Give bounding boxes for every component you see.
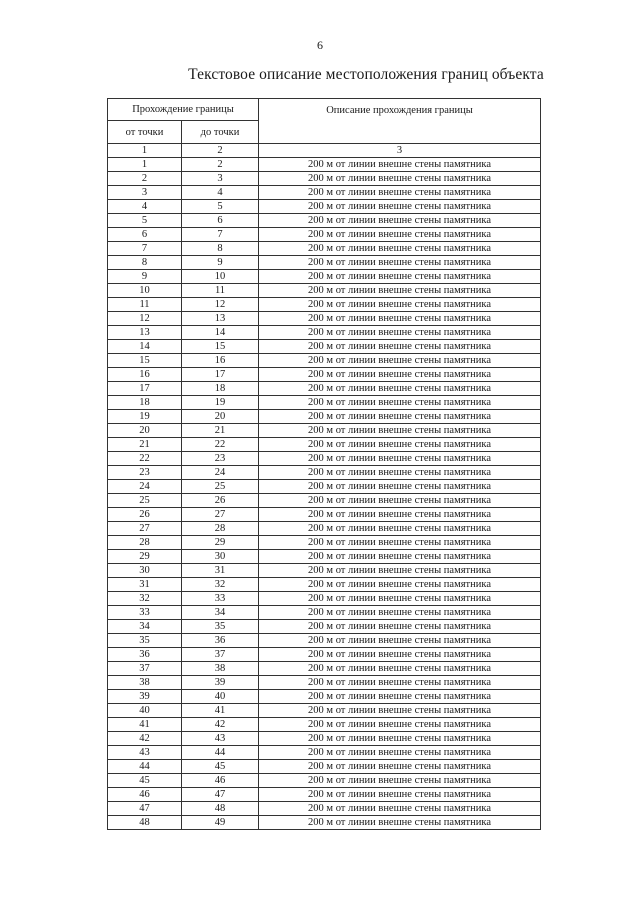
to-point-cell: 42 — [182, 718, 259, 732]
table-row — [108, 606, 541, 620]
from-point-cell: 13 — [108, 326, 182, 340]
description-cell: 200 м от линии внешне стены памятника — [259, 284, 541, 298]
table-row — [108, 690, 541, 704]
from-point-cell: 22 — [108, 452, 182, 466]
description-cell: 200 м от линии внешне стены памятника — [259, 172, 541, 186]
to-point-cell: 17 — [182, 368, 259, 382]
description-cell: 200 м от линии внешне стены памятника — [259, 298, 541, 312]
from-point-cell: 32 — [108, 592, 182, 606]
to-point-cell: 34 — [182, 606, 259, 620]
from-point-cell: 39 — [108, 690, 182, 704]
table-row — [108, 592, 541, 606]
from-point-cell: 6 — [108, 228, 182, 242]
description-cell: 200 м от линии внешне стены памятника — [259, 438, 541, 452]
boundary-table — [107, 98, 541, 830]
to-point-cell: 20 — [182, 410, 259, 424]
table-row — [108, 522, 541, 536]
description-cell: 200 м от линии внешне стены памятника — [259, 508, 541, 522]
description-cell: 200 м от линии внешне стены памятника — [259, 326, 541, 340]
from-point-cell: 23 — [108, 466, 182, 480]
table-row — [108, 648, 541, 662]
table-row — [108, 578, 541, 592]
to-point-cell: 13 — [182, 312, 259, 326]
description-cell: 200 м от линии внешне стены памятника — [259, 676, 541, 690]
table-row — [108, 466, 541, 480]
from-point-cell: 28 — [108, 536, 182, 550]
description-cell: 200 м от линии внешне стены памятника — [259, 732, 541, 746]
description-cell: 200 м от линии внешне стены памятника — [259, 690, 541, 704]
description-cell: 200 м от линии внешне стены памятника — [259, 788, 541, 802]
description-cell: 200 м от линии внешне стены памятника — [259, 242, 541, 256]
from-point-cell: 25 — [108, 494, 182, 508]
from-point-cell: 35 — [108, 634, 182, 648]
from-point-cell: 45 — [108, 774, 182, 788]
from-point-cell: 47 — [108, 802, 182, 816]
table-row — [108, 382, 541, 396]
table-row — [108, 564, 541, 578]
description-cell: 200 м от линии внешне стены памятника — [259, 228, 541, 242]
description-cell: 200 м от линии внешне стены памятника — [259, 368, 541, 382]
description-cell: 200 м от линии внешне стены памятника — [259, 648, 541, 662]
from-point-cell: 33 — [108, 606, 182, 620]
to-point-cell: 6 — [182, 214, 259, 228]
header-boundary-description: Описание прохождения границы — [259, 99, 541, 144]
description-cell: 200 м от линии внешне стены памятника — [259, 760, 541, 774]
table-row — [108, 158, 541, 172]
to-point-cell: 32 — [182, 578, 259, 592]
to-point-cell: 21 — [182, 424, 259, 438]
document-title: Текстовое описание местоположения границ объекта — [188, 66, 544, 83]
to-point-cell: 45 — [182, 760, 259, 774]
column-number: 3 — [259, 144, 541, 158]
description-cell: 200 м от линии внешне стены памятника — [259, 186, 541, 200]
to-point-cell: 19 — [182, 396, 259, 410]
from-point-cell: 37 — [108, 662, 182, 676]
to-point-cell: 10 — [182, 270, 259, 284]
description-cell: 200 м от линии внешне стены памятника — [259, 592, 541, 606]
table-row — [108, 816, 541, 830]
description-cell: 200 м от линии внешне стены памятника — [259, 480, 541, 494]
table-row — [108, 326, 541, 340]
description-cell: 200 м от линии внешне стены памятника — [259, 354, 541, 368]
from-point-cell: 26 — [108, 508, 182, 522]
to-point-cell: 31 — [182, 564, 259, 578]
to-point-cell: 29 — [182, 536, 259, 550]
to-point-cell: 28 — [182, 522, 259, 536]
to-point-cell: 12 — [182, 298, 259, 312]
table-row — [108, 774, 541, 788]
from-point-cell: 4 — [108, 200, 182, 214]
to-point-cell: 40 — [182, 690, 259, 704]
header-boundary-passage: Прохождение границы — [108, 99, 259, 121]
to-point-cell: 44 — [182, 746, 259, 760]
to-point-cell: 41 — [182, 704, 259, 718]
description-cell: 200 м от линии внешне стены памятника — [259, 214, 541, 228]
from-point-cell: 31 — [108, 578, 182, 592]
to-point-cell: 9 — [182, 256, 259, 270]
table-row — [108, 480, 541, 494]
from-point-cell: 24 — [108, 480, 182, 494]
from-point-cell: 34 — [108, 620, 182, 634]
to-point-cell: 43 — [182, 732, 259, 746]
from-point-cell: 19 — [108, 410, 182, 424]
from-point-cell: 48 — [108, 816, 182, 830]
from-point-cell: 10 — [108, 284, 182, 298]
from-point-cell: 18 — [108, 396, 182, 410]
from-point-cell: 43 — [108, 746, 182, 760]
table-row — [108, 438, 541, 452]
to-point-cell: 22 — [182, 438, 259, 452]
to-point-cell: 4 — [182, 186, 259, 200]
to-point-cell: 49 — [182, 816, 259, 830]
from-point-cell: 14 — [108, 340, 182, 354]
from-point-cell: 16 — [108, 368, 182, 382]
table-row — [108, 368, 541, 382]
table-row — [108, 228, 541, 242]
to-point-cell: 8 — [182, 242, 259, 256]
description-cell: 200 м от линии внешне стены памятника — [259, 606, 541, 620]
description-cell: 200 м от линии внешне стены памятника — [259, 270, 541, 284]
table-row — [108, 704, 541, 718]
description-cell: 200 м от линии внешне стены памятника — [259, 410, 541, 424]
description-cell: 200 м от линии внешне стены памятника — [259, 256, 541, 270]
to-point-cell: 24 — [182, 466, 259, 480]
table-row — [108, 536, 541, 550]
description-cell: 200 м от линии внешне стены памятника — [259, 578, 541, 592]
to-point-cell: 15 — [182, 340, 259, 354]
table-row — [108, 186, 541, 200]
to-point-cell: 25 — [182, 480, 259, 494]
to-point-cell: 2 — [182, 158, 259, 172]
to-point-cell: 36 — [182, 634, 259, 648]
table-row — [108, 746, 541, 760]
from-point-cell: 29 — [108, 550, 182, 564]
from-point-cell: 21 — [108, 438, 182, 452]
table-row — [108, 312, 541, 326]
description-cell: 200 м от линии внешне стены памятника — [259, 424, 541, 438]
to-point-cell: 39 — [182, 676, 259, 690]
from-point-cell: 30 — [108, 564, 182, 578]
header-to-point: до точки — [182, 121, 259, 144]
from-point-cell: 38 — [108, 676, 182, 690]
description-cell: 200 м от линии внешне стены памятника — [259, 158, 541, 172]
table-body — [108, 158, 541, 830]
table-row — [108, 550, 541, 564]
column-number: 1 — [108, 144, 182, 158]
to-point-cell: 46 — [182, 774, 259, 788]
to-point-cell: 26 — [182, 494, 259, 508]
description-cell: 200 м от линии внешне стены памятника — [259, 494, 541, 508]
from-point-cell: 9 — [108, 270, 182, 284]
description-cell: 200 м от линии внешне стены памятника — [259, 466, 541, 480]
description-cell: 200 м от линии внешне стены памятника — [259, 634, 541, 648]
from-point-cell: 11 — [108, 298, 182, 312]
to-point-cell: 27 — [182, 508, 259, 522]
description-cell: 200 м от линии внешне стены памятника — [259, 620, 541, 634]
table-row — [108, 396, 541, 410]
table-row — [108, 284, 541, 298]
from-point-cell: 41 — [108, 718, 182, 732]
table-row — [108, 788, 541, 802]
from-point-cell: 12 — [108, 312, 182, 326]
table-row — [108, 760, 541, 774]
to-point-cell: 23 — [182, 452, 259, 466]
table-row — [108, 298, 541, 312]
to-point-cell: 33 — [182, 592, 259, 606]
column-number: 2 — [182, 144, 259, 158]
from-point-cell: 27 — [108, 522, 182, 536]
table-header — [108, 99, 541, 158]
table-row — [108, 676, 541, 690]
from-point-cell: 40 — [108, 704, 182, 718]
from-point-cell: 46 — [108, 788, 182, 802]
from-point-cell: 2 — [108, 172, 182, 186]
from-point-cell: 5 — [108, 214, 182, 228]
description-cell: 200 м от линии внешне стены памятника — [259, 718, 541, 732]
table-row — [108, 452, 541, 466]
table-row — [108, 270, 541, 284]
table-row — [108, 494, 541, 508]
to-point-cell: 38 — [182, 662, 259, 676]
to-point-cell: 47 — [182, 788, 259, 802]
to-point-cell: 30 — [182, 550, 259, 564]
from-point-cell: 36 — [108, 648, 182, 662]
page-number: 6 — [317, 38, 323, 52]
description-cell: 200 м от линии внешне стены памятника — [259, 452, 541, 466]
to-point-cell: 3 — [182, 172, 259, 186]
from-point-cell: 17 — [108, 382, 182, 396]
to-point-cell: 48 — [182, 802, 259, 816]
to-point-cell: 16 — [182, 354, 259, 368]
from-point-cell: 8 — [108, 256, 182, 270]
description-cell: 200 м от линии внешне стены памятника — [259, 550, 541, 564]
description-cell: 200 м от линии внешне стены памятника — [259, 746, 541, 760]
table-row — [108, 354, 541, 368]
table-row — [108, 718, 541, 732]
table-row — [108, 410, 541, 424]
from-point-cell: 20 — [108, 424, 182, 438]
table-row — [108, 634, 541, 648]
description-cell: 200 м от линии внешне стены памятника — [259, 774, 541, 788]
from-point-cell: 7 — [108, 242, 182, 256]
table-row — [108, 340, 541, 354]
table-row — [108, 662, 541, 676]
from-point-cell: 44 — [108, 760, 182, 774]
table-row — [108, 732, 541, 746]
from-point-cell: 3 — [108, 186, 182, 200]
table-row — [108, 214, 541, 228]
table-row — [108, 620, 541, 634]
description-cell: 200 м от линии внешне стены памятника — [259, 564, 541, 578]
description-cell: 200 м от линии внешне стены памятника — [259, 816, 541, 830]
from-point-cell: 15 — [108, 354, 182, 368]
to-point-cell: 11 — [182, 284, 259, 298]
description-cell: 200 м от линии внешне стены памятника — [259, 802, 541, 816]
from-point-cell: 1 — [108, 158, 182, 172]
to-point-cell: 5 — [182, 200, 259, 214]
table-row — [108, 172, 541, 186]
table-row — [108, 242, 541, 256]
description-cell: 200 м от линии внешне стены памятника — [259, 662, 541, 676]
description-cell: 200 м от линии внешне стены памятника — [259, 396, 541, 410]
header-from-point: от точки — [108, 121, 182, 144]
description-cell: 200 м от линии внешне стены памятника — [259, 382, 541, 396]
table-row — [108, 200, 541, 214]
to-point-cell: 14 — [182, 326, 259, 340]
table-row — [108, 256, 541, 270]
description-cell: 200 м от линии внешне стены памятника — [259, 200, 541, 214]
description-cell: 200 м от линии внешне стены памятника — [259, 340, 541, 354]
description-cell: 200 м от линии внешне стены памятника — [259, 536, 541, 550]
to-point-cell: 18 — [182, 382, 259, 396]
description-cell: 200 м от линии внешне стены памятника — [259, 312, 541, 326]
to-point-cell: 7 — [182, 228, 259, 242]
from-point-cell: 42 — [108, 732, 182, 746]
to-point-cell: 37 — [182, 648, 259, 662]
description-cell: 200 м от линии внешне стены памятника — [259, 704, 541, 718]
table-row — [108, 802, 541, 816]
table-row — [108, 424, 541, 438]
column-number-row — [108, 144, 541, 158]
to-point-cell: 35 — [182, 620, 259, 634]
table-row — [108, 508, 541, 522]
description-cell: 200 м от линии внешне стены памятника — [259, 522, 541, 536]
